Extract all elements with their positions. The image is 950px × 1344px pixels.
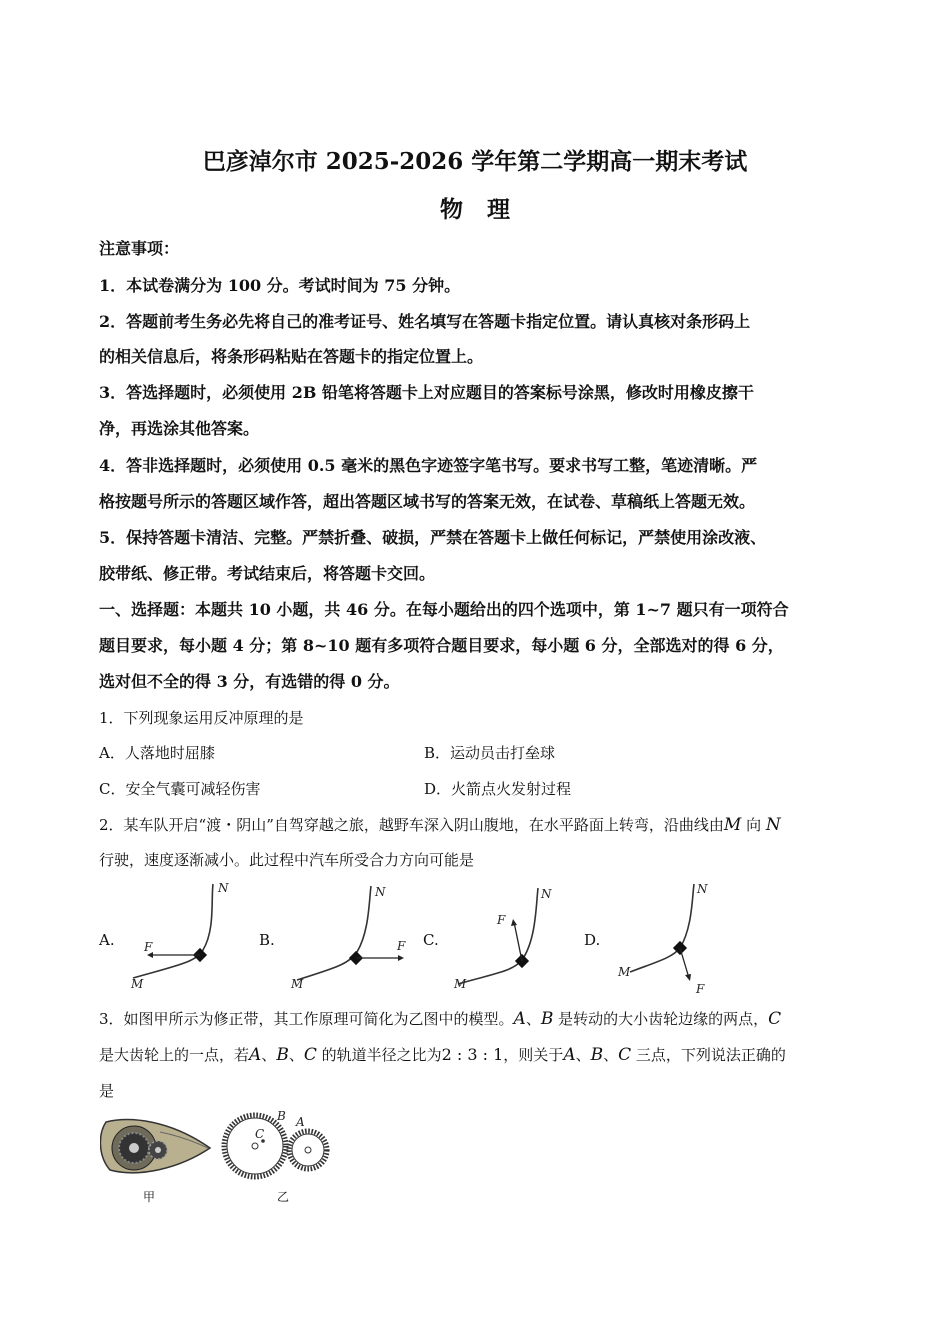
notice-item: 2．答题前考生务必先将自己的准考证号、姓名填写在答题卡指定位置。请认真核对条形码上 (99, 312, 751, 331)
label-m: M (131, 977, 144, 991)
q1-stem: 1．下列现象运用反冲原理的是 (99, 709, 304, 727)
large-gear-hub (129, 1143, 139, 1153)
q3-point-b: B (540, 1009, 554, 1029)
q3-stem-line2 (99, 1045, 786, 1065)
small-gear-hub (155, 1147, 161, 1153)
notice-item: 5．保持答题卡清洁、完整。严禁折叠、破损，严禁在答题卡上做任何标记，严禁使用涂改液、 (99, 528, 767, 547)
q2-option-a: A. (99, 931, 115, 949)
q3-sep: 、 (261, 1046, 277, 1064)
q3-point-a: A (513, 1009, 526, 1029)
figure-caption-yi: 乙 (277, 1190, 290, 1204)
q1-option-b: B．运动员击打垒球 (424, 744, 556, 762)
figure-caption-jia: 甲 (143, 1190, 156, 1204)
label-n: N (541, 887, 552, 901)
arrowhead-icon (685, 974, 691, 981)
label-m: M (291, 977, 304, 991)
q2-option-b: B. (259, 931, 275, 949)
trajectory-curve (458, 888, 538, 984)
force-arrow (680, 948, 689, 978)
q3-sep: 、 (288, 1046, 304, 1064)
q2-option-c: C. (423, 931, 439, 949)
arrowhead-icon (511, 919, 517, 926)
label-m: M (618, 965, 631, 979)
q3-text: 的轨道半径之比为 (316, 1046, 442, 1064)
q3-point-c: C (303, 1045, 317, 1065)
q3-sep: 、 (603, 1046, 619, 1064)
notice-item: 4．答非选择题时，必须使用 0.5 毫米的黑色字迹签字笔书写。要求书写工整，笔迹清晰。严 (99, 456, 758, 475)
section-text: 选对但不全的得 3 分，有选错的得 0 分。 (99, 672, 400, 691)
gear-model-figure (215, 1108, 335, 1183)
label-f: F (144, 940, 153, 954)
q2-figure-a (125, 880, 245, 992)
label-n: N (218, 881, 229, 895)
q1-option-d: D．火箭点火发射过程 (424, 780, 572, 798)
q1-option-c: C．安全气囊可减轻伤害 (99, 780, 261, 798)
label-f: F (696, 982, 705, 996)
force-arrow (514, 922, 522, 961)
trajectory-curve (630, 884, 694, 972)
section-text: 题目要求，每小题 4 分；第 8~10 题有多项符合题目要求，每小题 6 分，全部选对的得 6 分， (99, 636, 784, 655)
notice-item: 1．本试卷满分为 100 分。考试时间为 75 分钟。 (99, 276, 461, 295)
trajectory-curve (133, 884, 213, 978)
label-n: N (375, 885, 386, 899)
section-heading: 一、选择题：本题共 10 小题，共 46 分。在每小题给出的四个选项中，第 1~7 题只有一项符合 (99, 600, 789, 619)
q3-sep: 、 (525, 1010, 541, 1028)
label-m: M (454, 977, 467, 991)
q3-point-a: A (249, 1045, 262, 1065)
label-c: C (255, 1127, 265, 1141)
trajectory-curve (297, 886, 371, 980)
q3-point-c: C (768, 1009, 782, 1029)
correction-tape-figure (100, 1112, 215, 1178)
q3-text: 3．如图甲所示为修正带，其工作原理可简化为乙图中的模型。 (99, 1010, 514, 1028)
q3-text: 是大齿轮上的一点，若 (99, 1046, 250, 1064)
label-f: F (497, 913, 506, 927)
q2-figure-b (285, 880, 415, 992)
notice-item: 格按题号所示的答题区域作答，超出答题区域书写的答案无效，在试卷、草稿纸上答题无效。 (99, 492, 756, 511)
q2-point-n: N (765, 815, 781, 835)
q2-point-m: M (723, 815, 742, 835)
q2-stem-line2: 行驶，速度逐渐减小。此过程中汽车所受合力方向可能是 (99, 851, 475, 869)
arrowhead-icon (398, 955, 404, 961)
q3-text: ，则关于 (503, 1046, 564, 1064)
notice-item: 3．答选择题时，必须使用 2B 铅笔将答题卡上对应题目的答案标号涂黑，修改时用橡皮擦干 (99, 383, 754, 402)
notice-heading: 注意事项： (99, 239, 180, 258)
notice-item: 净，再选涂其他答案。 (99, 419, 260, 438)
label-b: B (277, 1109, 286, 1123)
q2-figure-c (452, 880, 572, 992)
q3-point-b: B (590, 1045, 604, 1065)
notice-item: 的相关信息后，将条形码粘贴在答题卡的指定位置上。 (99, 347, 484, 366)
q2-stem-to: 向 (741, 816, 766, 834)
q3-text: 三点，下列说法正确的 (631, 1046, 786, 1064)
exam-title: 巴彦淖尔市 2025-2026 学年第二学期高一期末考试 (202, 148, 748, 175)
q3-text: 是转动的大小齿轮边缘的两点， (553, 1010, 769, 1028)
q3-point-b: B (276, 1045, 289, 1065)
q2-option-d: D. (584, 931, 601, 949)
q3-point-c: C (618, 1045, 632, 1065)
notice-item: 胶带纸、修正带。考试结束后，将答题卡交回。 (99, 564, 436, 583)
q3-sep: 、 (575, 1046, 591, 1064)
q3-ratio: 2 : 3 : 1 (441, 1045, 504, 1064)
label-f: F (397, 939, 406, 953)
q1-option-a: A．人落地时屈膝 (99, 744, 215, 762)
exam-subject: 物理 (440, 196, 534, 223)
q3-stem-line1 (99, 1009, 781, 1029)
q3-point-a: A (563, 1045, 576, 1065)
q2-stem-line1 (99, 815, 781, 835)
q2-figure-d (612, 878, 732, 1000)
label-n: N (697, 882, 708, 896)
q2-stem-text: 2．某车队开启“渡・阴山”自驾穿越之旅，越野车深入阴山腹地，在水平路面上转弯，沿曲线由 (99, 816, 724, 834)
large-gear-center (252, 1143, 258, 1149)
label-a: A (296, 1115, 305, 1129)
q3-stem-line3: 是 (99, 1082, 115, 1100)
small-gear-center (305, 1147, 311, 1153)
